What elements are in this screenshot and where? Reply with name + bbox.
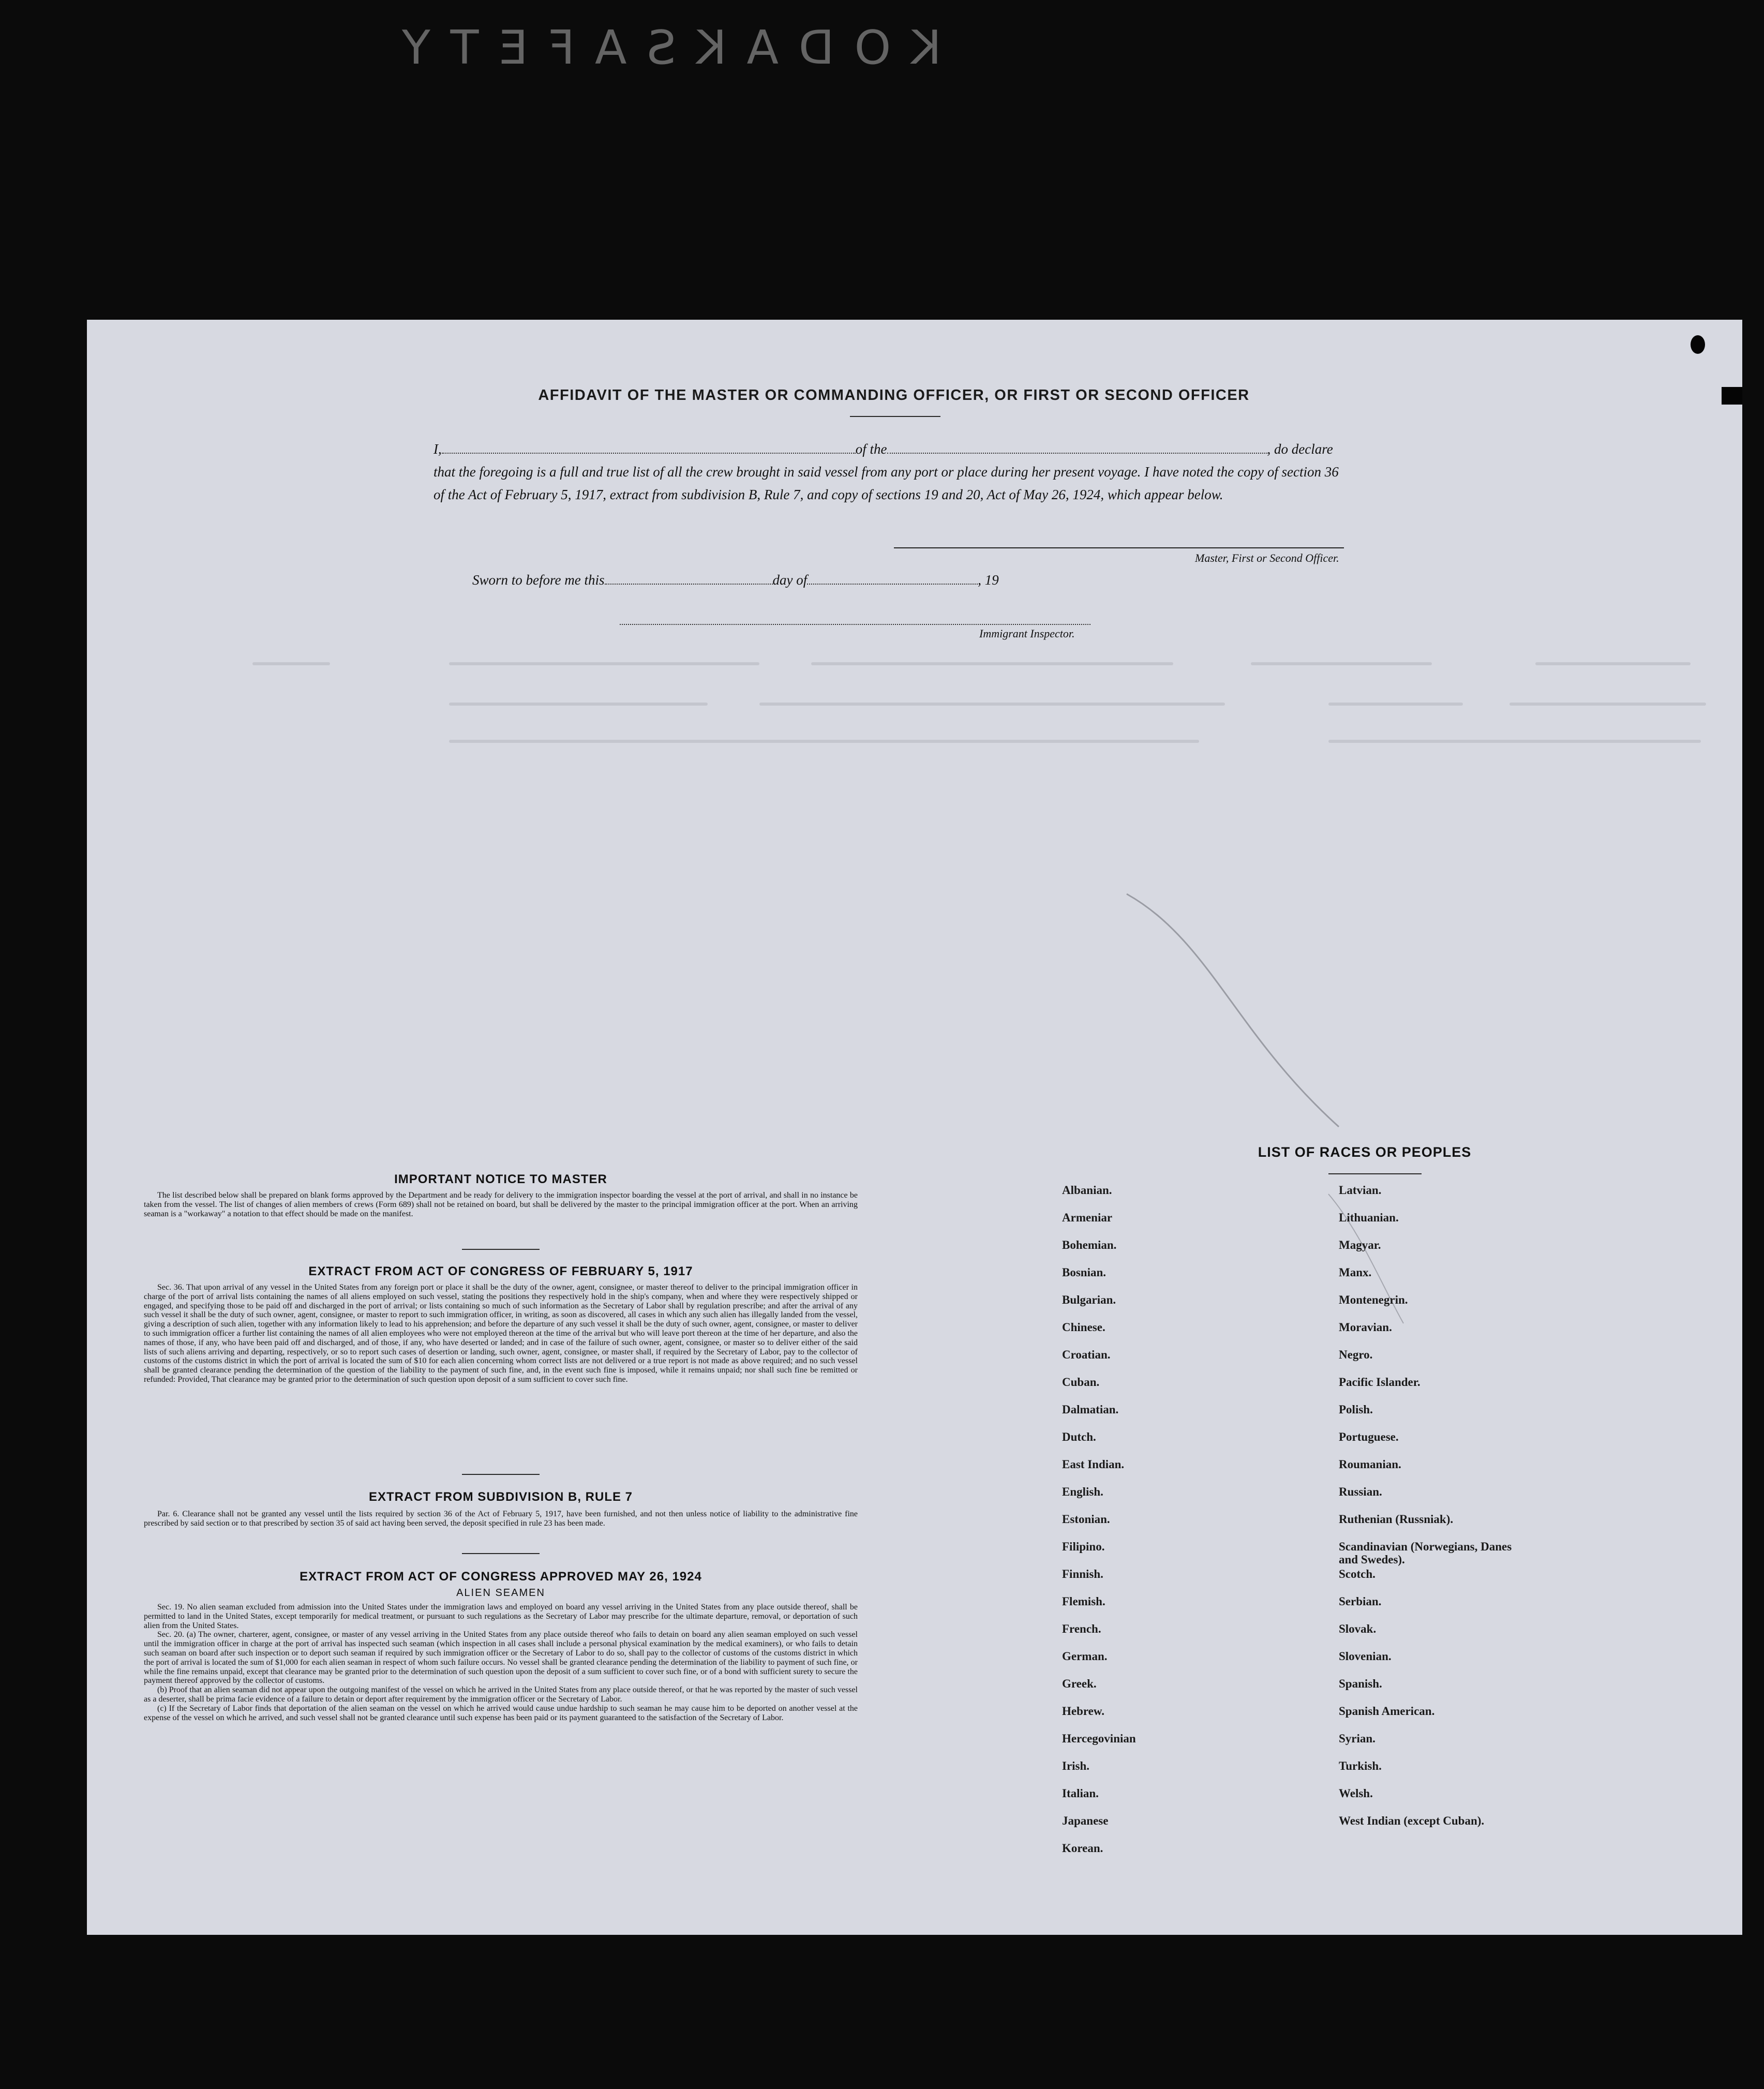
race-item: Bulgarian. xyxy=(1062,1293,1116,1306)
notice-title: IMPORTANT NOTICE TO MASTER xyxy=(394,1172,607,1186)
race-item: Filipino. xyxy=(1062,1540,1105,1553)
races-left-column xyxy=(1062,1184,1136,1869)
race-item: English. xyxy=(1062,1485,1103,1498)
race-item: Serbian. xyxy=(1339,1595,1382,1608)
race-item: Hebrew. xyxy=(1062,1705,1104,1718)
race-item: Italian. xyxy=(1062,1787,1099,1800)
race-item: Armeniar xyxy=(1062,1211,1113,1224)
paragraph-6: Par. 6. Clearance shall not be granted any vessel until the lists required by section 36 of the Act of February 5, 1917, have been furnished, and not then unless notice of liability to the administrative fine prescribed by said section or to that prescribed by section 35 of said act having been served, the deposit specified in rule 23 has been made. xyxy=(144,1510,858,1528)
race-item: East Indian. xyxy=(1062,1458,1125,1471)
race-item: Montenegrin. xyxy=(1339,1293,1408,1306)
race-item: Cuban. xyxy=(1062,1376,1100,1389)
section-36-paragraph: Sec. 36. That upon arrival of any vessel in the United States from any foreign port or place it shall be the duty of the owner, agent, consignee, or master thereof to deliver to the principal immigration officer in charge of the port of arrival lists containing the names of all aliens employed on such vessel, stating the positions they respectively hold in the ship's company, when and where they were respectively shipped or engaged, and specifying those to be paid off and discharged in the port of arrival; or lists containing so much of such information as the Secretary of Labor shall by regulation prescribe; and after the arrival of any such vessel it shall be the duty of such owner, agent, consignee, or master to report to such immigration officer, in writing, as soon as discovered, all cases in which any such alien has illegally landed from the vessel, giving a description of such alien, together with any information likely to lead to his apprehension; and before the departure of any such vessel it shall be the duty of such owner, agent, consignee, or master to deliver to such immigration officer a further list containing the names of all alien employees who were not employed thereon at the time of the arrival but who will leave port thereon at the time of her departure, and also the names of those, if any, who have been paid off and discharged, and of those, if any, who have deserted or landed; and in case of the failure of such owner, agent, consignee, or master so to deliver either of the said lists of such aliens arriving and departing, respectively, or so to report such cases of desertion or landing, such owner, agent, consignee, or master shall, if required by the Secretary of Labor, pay to the collector of customs of the customs district in which the port of arrival is located the sum of $10 for each alien concerning whom correct lists are not delivered or a true report is not made as above required; and no such vessel shall be granted clearance pending the determination of the question of the liability to the payment of such fine, and, in the event such fine is imposed, while it remains unpaid; nor shall such fine be remitted or refunded: Provided, That clearance may be granted prior to the determination of such question upon deposit of a sum sufficient to cover such fine. xyxy=(144,1283,858,1384)
race-item: Hercegovinian xyxy=(1062,1732,1136,1745)
extract-rule7-text xyxy=(144,1510,858,1528)
race-item: Flemish. xyxy=(1062,1595,1105,1608)
race-item: Scandinavian (Norwegians, Danes and Swedes). xyxy=(1339,1540,1512,1566)
race-item: Spanish American. xyxy=(1339,1705,1435,1718)
races-right-column xyxy=(1339,1184,1515,1842)
race-item: Scotch. xyxy=(1339,1568,1376,1580)
affidavit-I: I, xyxy=(433,441,442,457)
master-signature-label: Master, First or Second Officer. xyxy=(1195,551,1339,564)
affidavit-declare: , do declare xyxy=(1267,441,1333,457)
race-item: Slovak. xyxy=(1339,1622,1377,1635)
race-item: Korean. xyxy=(1062,1842,1103,1855)
races-title: LIST OF RACES OR PEOPLES xyxy=(1258,1144,1472,1160)
extract-1917-title: EXTRACT FROM ACT OF CONGRESS OF FEBRUARY 5, 1917 xyxy=(308,1264,693,1278)
race-item: Dalmatian. xyxy=(1062,1403,1119,1416)
notice-paragraph: The list described below shall be prepared on blank forms approved by the Department and be ready for delivery to the immigration inspector boarding the vessel at the port of arrival, and shall in no instance be taken from the vessel. The list of changes of alien members of crews (Form 689) shall not be retained on board, but shall be delivered by the master to the principal immigration officer at the port. When an arriving seaman is a "workaway" a notation to that effect should be made on the manifest. xyxy=(144,1191,858,1218)
race-item: Portuguese. xyxy=(1339,1430,1399,1443)
race-item: Finnish. xyxy=(1062,1568,1103,1580)
race-item: Chinese. xyxy=(1062,1321,1105,1334)
race-item: Russian. xyxy=(1339,1485,1382,1498)
race-item: German. xyxy=(1062,1650,1108,1663)
extract-1924-text xyxy=(144,1603,858,1722)
extract-rule7-title: EXTRACT FROM SUBDIVISION B, RULE 7 xyxy=(368,1490,633,1504)
race-item: Dutch. xyxy=(1062,1430,1096,1443)
race-item: Polish. xyxy=(1339,1403,1373,1416)
film-edge-code: K O D A K S A F E T Y xyxy=(399,21,941,75)
notice-text xyxy=(144,1191,858,1218)
sworn-day-of: day of xyxy=(772,572,808,588)
section-19-paragraph: Sec. 19. No alien seaman excluded from admission into the United States under the immigration laws and employed on board any vessel arriving in the United States from any place outside thereof, shall be permitted to land in the United States, except temporarily for medical treatment, or pursuant to such regulations as the Secretary of Labor may prescribe for the ultimate departure, removal, or deportation of such alien from the United States. xyxy=(144,1603,858,1630)
affidavit-of-the: of the xyxy=(855,441,887,457)
race-item: Bohemian. xyxy=(1062,1239,1117,1251)
section-20c-paragraph: (c) If the Secretary of Labor finds that deportation of the alien seaman on the vessel on which he arrived would cause undue hardship to such seaman he may cause him to be deported on another vessel at the expense of the vessel on which he arrived, and such vessel shall not be granted clearance until such expense has been paid or its payment guaranteed to the satisfaction of the Secretary of Labor. xyxy=(144,1704,858,1722)
race-item: Welsh. xyxy=(1339,1787,1373,1800)
section-divider xyxy=(462,1553,540,1554)
race-item: Syrian. xyxy=(1339,1732,1376,1745)
alien-seamen-subtitle: ALIEN SEAMEN xyxy=(456,1587,545,1599)
section-20a-paragraph: Sec. 20. (a) The owner, charterer, agent, consignee, or master of any vessel arriving in the United States from any place outside thereof who fails to detain on board any alien seaman employed on such vessel until the immigration officer in charge at the port of arrival has inspected such seaman (which inspection in all cases shall include a personal physical examination by the medical examiners), or who fails to detain such seaman on board after such inspection or to deport such seaman if required by such immigration officer or the Secretary of Labor to do so, shall pay to the collector of customs of the customs district in which the port of arrival is located the sum of $1,000 for each alien seaman in respect of whom such failure occurs. No vessel shall be granted clearance pending the determination of the liability to payment of such fine, or while the fine remains unpaid, except that clearance may be granted prior to the determination of such question upon the deposit of a sum sufficient to cover such fine, or of a bond with sufficient surety to secure the payment thereof approved by the collector of customs. xyxy=(144,1630,858,1685)
race-item: French. xyxy=(1062,1622,1101,1635)
affidavit-title: AFFIDAVIT OF THE MASTER OR COMMANDING OFFICER, OR FIRST OR SECOND OFFICER xyxy=(538,387,1250,404)
race-item: Manx. xyxy=(1339,1266,1372,1279)
race-item: Magyar. xyxy=(1339,1239,1381,1251)
race-item: Pacific Islander. xyxy=(1339,1376,1421,1389)
race-item: Latvian. xyxy=(1339,1184,1382,1197)
sworn-label: Sworn to before me this xyxy=(472,572,605,588)
race-item: Bosnian. xyxy=(1062,1266,1107,1279)
sworn-year: , 19 xyxy=(978,572,999,588)
race-item: Negro. xyxy=(1339,1348,1373,1361)
race-item: Irish. xyxy=(1062,1759,1090,1772)
extract-1917-text xyxy=(144,1283,858,1384)
document-page xyxy=(87,320,1742,1935)
affidavit-body: that the foregoing is a full and true list of all the crew brought in said vessel from any port or place during her present voyage. I have noted the copy of section 36 of the Act of February 5, 1917, extract from subdivision B, Rule 7, and copy of sections 19 and 20, Act of May 26, 1924, which appear below. xyxy=(433,464,1339,502)
race-item: Estonian. xyxy=(1062,1513,1110,1526)
inspector-signature-label: Immigrant Inspector. xyxy=(979,627,1075,640)
race-item: Roumanian. xyxy=(1339,1458,1401,1471)
race-item: Turkish. xyxy=(1339,1759,1382,1772)
extract-1924-title: EXTRACT FROM ACT OF CONGRESS APPROVED MAY 26, 1924 xyxy=(300,1570,702,1584)
section-divider xyxy=(462,1474,540,1475)
race-item: Japanese xyxy=(1062,1814,1109,1827)
race-item: Croatian. xyxy=(1062,1348,1111,1361)
race-item: Lithuanian. xyxy=(1339,1211,1399,1224)
race-item: Greek. xyxy=(1062,1677,1097,1690)
film-edge xyxy=(0,0,1764,98)
race-item: Moravian. xyxy=(1339,1321,1392,1334)
race-item: Slovenian. xyxy=(1339,1650,1392,1663)
race-item: Albanian. xyxy=(1062,1184,1112,1197)
section-divider xyxy=(462,1249,540,1250)
section-20b-paragraph: (b) Proof that an alien seaman did not appear upon the outgoing manifest of the vessel on which he arrived in the United States from any place outside thereof, or that he was reported by the master of such vessel as a deserter, shall be prima facie evidence of a failure to detain or deport after requirement by the immigration officer or the Secretary of Labor. xyxy=(144,1685,858,1704)
race-item: West Indian (except Cuban). xyxy=(1339,1814,1485,1827)
race-item: Ruthenian (Russniak). xyxy=(1339,1513,1454,1526)
race-item: Spanish. xyxy=(1339,1677,1382,1690)
races-divider xyxy=(1328,1173,1422,1174)
